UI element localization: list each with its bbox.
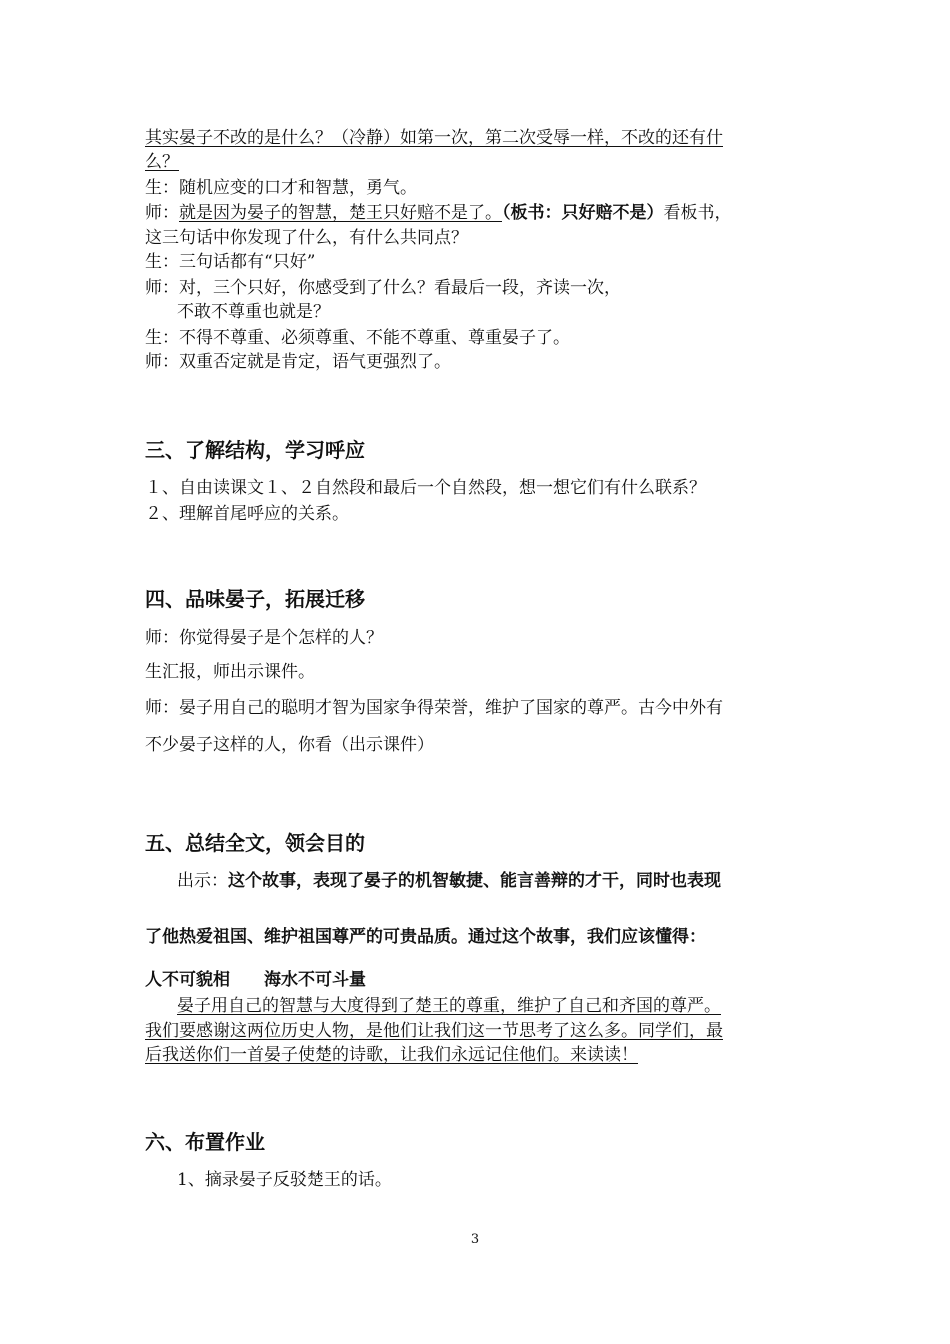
text-line: 了他热爱祖国、维护祖国尊严的可贵品质。通过这个故事，我们应该懂得： xyxy=(145,927,706,947)
text-line: 师：你觉得晏子是个怎样的人？ xyxy=(145,628,383,648)
text-line: 师：晏子用自己的聪明才智为国家争得荣誉，维护了国家的尊严。古今中外有 xyxy=(145,698,723,718)
section-heading: 四、品味晏子，拓展迁移 xyxy=(145,587,365,611)
text-line: ２、理解首尾呼应的关系。 xyxy=(145,504,349,524)
text-line: 么？ xyxy=(145,152,179,172)
text-line: 晏子用自己的智慧与大度得到了楚王的尊重，维护了自己和齐国的尊严。 xyxy=(177,996,721,1016)
speaker-label: 师： xyxy=(145,203,179,223)
text-line: 生：随机应变的口才和智慧，勇气。 xyxy=(145,178,417,198)
page-number: 3 xyxy=(470,1232,480,1247)
text-line: 生：三句话都有“只好” xyxy=(145,252,316,272)
text-line xyxy=(145,201,732,225)
section-heading: 三、了解结构，学习呼应 xyxy=(145,438,365,462)
text-line: 师：对，三个只好，你感受到了什么？看最后一段，齐读一次， xyxy=(145,278,621,298)
section-heading: 六、布置作业 xyxy=(145,1130,265,1154)
board-note: （板书：只好赔不是） xyxy=(502,203,664,223)
text-fragment: 看板书， xyxy=(663,203,732,223)
teacher-statement: 就是因为晏子的智慧，楚王只好赔不是了。 xyxy=(179,203,502,223)
text-line: １、自由读课文１、２自然段和最后一个自然段，想一想它们有什么联系？ xyxy=(145,478,706,498)
text-line: 这三句话中你发现了什么，有什么共同点？ xyxy=(145,228,468,248)
text-line: 1、摘录晏子反驳楚王的话。 xyxy=(177,1170,392,1190)
summary-text: 这个故事，表现了晏子的机智敏捷、能言善辩的才干，同时也表现 xyxy=(228,871,721,891)
text-line xyxy=(177,869,721,893)
text-line: 不敢不尊重也就是？ xyxy=(177,302,330,322)
text-line: 人不可貌相 海水不可斗量 xyxy=(145,970,366,990)
section-heading: 五、总结全文，领会目的 xyxy=(145,831,365,855)
text-line: 我们要感谢这两位历史人物，是他们让我们这一节思考了这么多。同学们，最 xyxy=(145,1021,723,1041)
text-line: 其实晏子不改的是什么？（冷静）如第一次，第二次受辱一样，不改的还有什 xyxy=(145,128,723,148)
text-line: 不少晏子这样的人，你看（出示课件） xyxy=(145,735,434,755)
text-line: 生：不得不尊重、必须尊重、不能不尊重、尊重晏子了。 xyxy=(145,328,570,348)
text-line: 师：双重否定就是肯定，语气更强烈了。 xyxy=(145,352,451,372)
text-line: 生汇报，师出示课件。 xyxy=(145,662,315,682)
text-fragment: 出示： xyxy=(177,871,228,891)
text-line: 后我送你们一首晏子使楚的诗歌，让我们永远记住他们。来读读！ xyxy=(145,1045,638,1065)
